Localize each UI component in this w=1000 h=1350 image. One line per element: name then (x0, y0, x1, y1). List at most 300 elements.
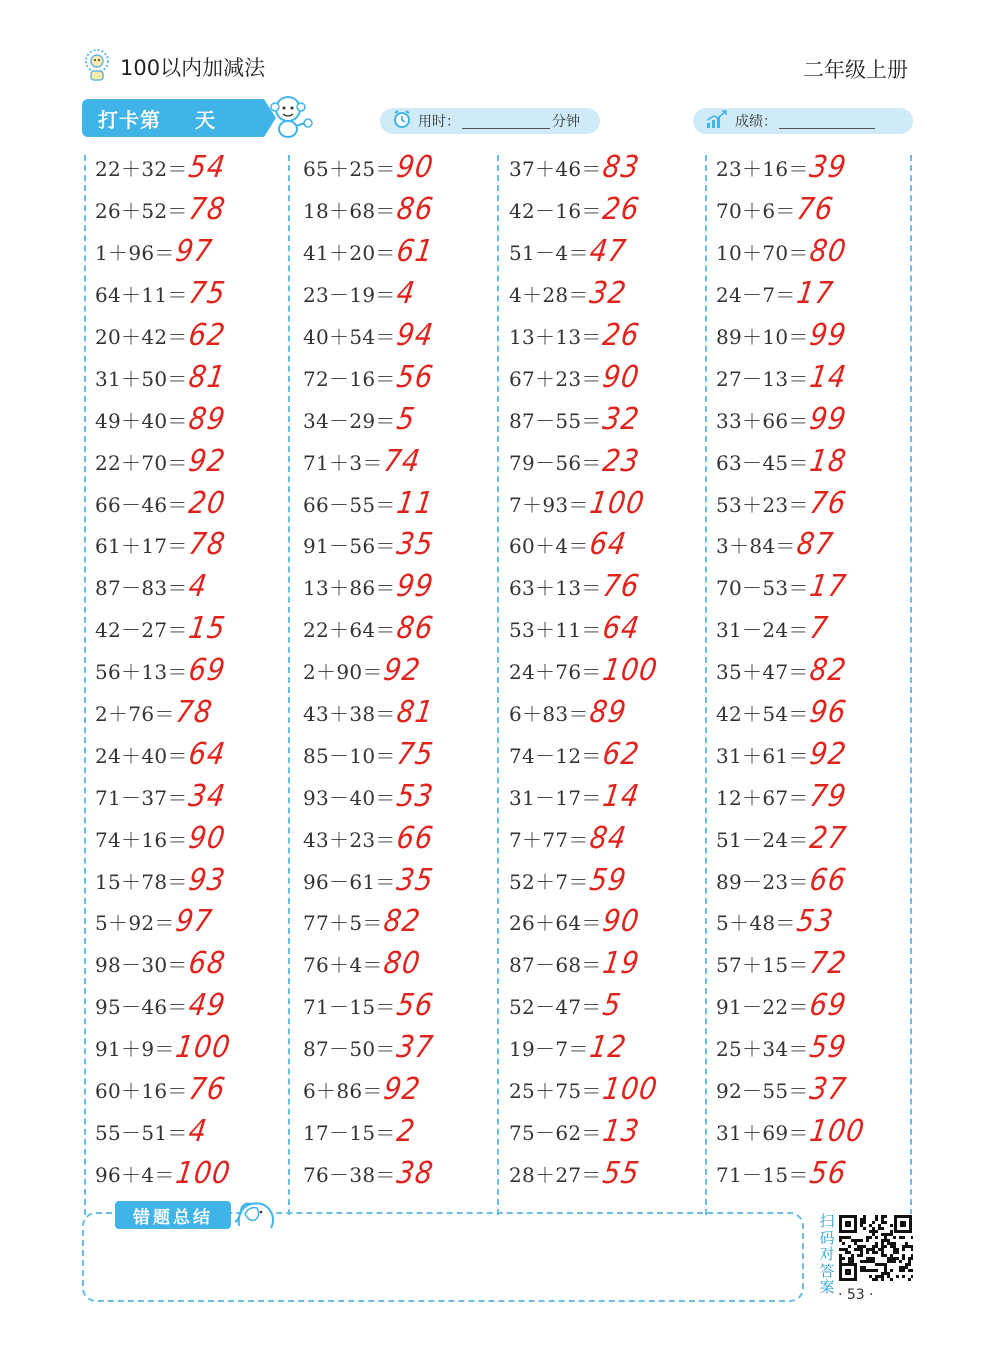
problem-equation: 24＋76＝ (509, 660, 602, 685)
problem-equation: 28＋27＝ (509, 1162, 602, 1187)
problem-row (509, 1069, 709, 1111)
handwritten-answer[interactable]: 90 (186, 820, 228, 856)
problem-row (303, 1110, 503, 1152)
handwritten-answer[interactable]: 62 (600, 737, 642, 772)
problem-equation: 3＋84＝ (716, 534, 796, 559)
problem-row (95, 901, 295, 943)
handwritten-answer[interactable]: 90 (600, 904, 642, 940)
problem-row (509, 943, 709, 985)
problem-row (303, 775, 503, 817)
handwritten-answer[interactable]: 99 (394, 569, 436, 605)
problem-equation: 71＋3＝ (303, 450, 383, 475)
problem-row (303, 524, 503, 566)
problem-equation: 43＋23＝ (303, 827, 396, 852)
problem-row (95, 692, 295, 734)
page-number: · 53 · (838, 1287, 874, 1303)
handwritten-answer[interactable]: 76 (807, 485, 849, 521)
handwritten-answer[interactable]: 78 (186, 527, 228, 563)
problem-equation: 91－56＝ (303, 534, 396, 559)
problem-row (303, 692, 503, 734)
handwritten-answer[interactable]: 59 (807, 1030, 849, 1066)
problem-equation: 19－7＝ (509, 1037, 589, 1062)
problem-row (303, 817, 503, 859)
handwritten-answer[interactable]: 89 (186, 401, 228, 437)
problem-row (716, 1069, 916, 1111)
problem-row (509, 273, 709, 315)
handwritten-answer[interactable]: 26 (600, 192, 642, 228)
problem-equation: 42－27＝ (95, 618, 188, 643)
handwritten-answer[interactable]: 26 (600, 318, 642, 353)
problem-equation: 22＋64＝ (303, 618, 396, 643)
problem-row (509, 482, 709, 524)
problem-equation: 60＋4＝ (509, 534, 589, 559)
problem-equation: 93－40＝ (303, 785, 396, 810)
problem-equation: 35＋47＝ (716, 660, 809, 685)
handwritten-answer[interactable]: 82 (381, 904, 423, 940)
problem-equation: 89＋10＝ (716, 325, 809, 349)
elephant-icon (231, 1196, 281, 1236)
problem-row (716, 524, 916, 566)
problem-row (716, 189, 916, 231)
scan-answer-text: 扫码对答案 (819, 1212, 835, 1296)
problem-row (716, 231, 916, 273)
handwritten-answer[interactable]: 20 (186, 485, 228, 521)
handwritten-answer[interactable]: 35 (394, 862, 436, 898)
handwritten-answer[interactable]: 74 (381, 443, 423, 479)
handwritten-answer[interactable]: 97 (173, 904, 215, 940)
handwritten-answer[interactable]: 86 (394, 192, 436, 228)
problem-equation: 42＋54＝ (716, 702, 809, 727)
score-field[interactable] (779, 114, 875, 129)
problem-row (509, 650, 709, 692)
problem-row (716, 943, 916, 985)
handwritten-answer[interactable]: 14 (600, 778, 642, 814)
handwritten-answer[interactable]: 11 (394, 485, 436, 521)
problem-row (303, 733, 503, 775)
handwritten-answer[interactable]: 54 (186, 150, 228, 186)
handwritten-answer[interactable]: 79 (807, 778, 849, 814)
problem-row (716, 985, 916, 1027)
handwritten-answer[interactable]: 92 (381, 653, 423, 688)
problem-equation: 96＋4＝ (95, 1162, 175, 1187)
problem-row (716, 398, 916, 440)
problem-row (509, 733, 709, 775)
handwritten-answer[interactable]: 80 (381, 946, 423, 982)
problem-row (509, 985, 709, 1027)
problem-row (509, 440, 709, 482)
handwritten-answer[interactable]: 100 (600, 1072, 660, 1107)
handwritten-answer[interactable]: 18 (807, 443, 849, 479)
problem-equation: 71－15＝ (303, 995, 396, 1020)
problem-equation: 13＋13＝ (509, 325, 602, 349)
problem-row (303, 356, 503, 398)
handwritten-answer[interactable]: 76 (794, 192, 836, 228)
handwritten-answer[interactable]: 100 (600, 653, 660, 688)
problem-row (303, 650, 503, 692)
handwritten-answer[interactable]: 27 (807, 820, 849, 856)
problem-equation: 52＋7＝ (509, 869, 589, 894)
handwritten-answer[interactable]: 15 (186, 611, 228, 647)
handwritten-answer[interactable]: 81 (394, 695, 436, 730)
problem-row (303, 189, 503, 231)
problem-equation: 87－68＝ (509, 953, 602, 978)
problem-equation: 53＋23＝ (716, 492, 809, 517)
handwritten-answer[interactable]: 92 (381, 1072, 423, 1107)
problem-equation: 5＋48＝ (716, 911, 796, 936)
problem-equation: 52－47＝ (509, 995, 602, 1020)
handwritten-answer[interactable]: 32 (600, 401, 642, 437)
problem-row (303, 985, 503, 1027)
handwritten-answer[interactable]: 19 (600, 946, 642, 982)
problem-row (95, 943, 295, 985)
problem-equation: 63＋13＝ (509, 576, 602, 601)
problem-equation: 6＋86＝ (303, 1079, 383, 1104)
problem-equation: 18＋68＝ (303, 199, 396, 224)
problem-equation: 89－23＝ (716, 869, 809, 894)
problem-equation: 63－45＝ (716, 450, 809, 475)
handwritten-answer[interactable]: 5 (600, 988, 624, 1024)
problem-equation: 91＋9＝ (95, 1037, 175, 1062)
problem-row (303, 1027, 503, 1069)
handwritten-answer[interactable]: 47 (587, 234, 629, 270)
problem-equation: 22＋32＝ (95, 157, 188, 182)
qr-code-icon[interactable] (838, 1214, 913, 1286)
handwritten-answer[interactable]: 93 (186, 862, 228, 898)
problem-row (716, 482, 916, 524)
handwritten-answer[interactable]: 34 (186, 778, 228, 814)
handwritten-answer[interactable]: 64 (587, 527, 629, 563)
problem-equation: 26＋52＝ (95, 199, 188, 224)
problem-row (95, 356, 295, 398)
problem-row (303, 273, 503, 315)
problem-row (509, 356, 709, 398)
problem-row (509, 608, 709, 650)
handwritten-answer[interactable]: 78 (173, 695, 215, 730)
problem-equation: 95－46＝ (95, 995, 188, 1020)
problem-equation: 31－24＝ (716, 618, 809, 643)
check-in-banner (82, 99, 264, 137)
problem-equation: 77＋5＝ (303, 911, 383, 936)
problem-row (716, 1027, 916, 1069)
handwritten-answer[interactable]: 69 (186, 653, 228, 688)
problem-equation: 57＋15＝ (716, 953, 809, 978)
problem-row (509, 566, 709, 608)
handwritten-answer[interactable]: 23 (600, 443, 642, 479)
problem-equation: 51－24＝ (716, 827, 809, 852)
problem-row (95, 1069, 295, 1111)
problem-equation: 5＋92＝ (95, 911, 175, 936)
handwritten-answer[interactable]: 75 (186, 276, 228, 311)
problem-row (95, 482, 295, 524)
problem-row (95, 189, 295, 231)
handwritten-answer[interactable]: 56 (807, 1155, 849, 1191)
problem-row (95, 775, 295, 817)
problem-row (95, 315, 295, 357)
handwritten-answer[interactable]: 4 (394, 276, 418, 311)
problem-row (509, 1152, 709, 1194)
problem-row (95, 1027, 295, 1069)
problem-equation: 70－53＝ (716, 576, 809, 601)
problem-row (509, 398, 709, 440)
problem-row (95, 650, 295, 692)
problem-row (716, 566, 916, 608)
problem-row (509, 817, 709, 859)
handwritten-answer[interactable]: 76 (186, 1072, 228, 1107)
handwritten-answer[interactable]: 72 (807, 946, 849, 982)
problem-row (716, 147, 916, 189)
problem-row (95, 733, 295, 775)
handwritten-answer[interactable]: 75 (394, 737, 436, 772)
problem-row (95, 566, 295, 608)
problem-row (95, 817, 295, 859)
handwritten-answer[interactable]: 55 (600, 1155, 642, 1191)
handwritten-answer[interactable]: 84 (587, 820, 629, 856)
handwritten-answer[interactable]: 56 (394, 988, 436, 1024)
handwritten-answer[interactable]: 69 (807, 988, 849, 1024)
handwritten-answer[interactable]: 32 (587, 276, 629, 311)
handwritten-answer[interactable]: 66 (394, 820, 436, 856)
problem-equation: 56＋13＝ (95, 660, 188, 685)
problem-equation: 66－46＝ (95, 492, 188, 517)
handwritten-answer[interactable]: 39 (807, 150, 849, 186)
problem-equation: 10＋70＝ (716, 241, 809, 266)
problem-equation: 51－4＝ (509, 241, 589, 266)
handwritten-answer[interactable]: 100 (173, 1030, 233, 1066)
problem-row (716, 1110, 916, 1152)
problem-equation: 92－55＝ (716, 1079, 809, 1104)
problem-column-4 (716, 147, 916, 1194)
problem-equation: 42－16＝ (509, 199, 602, 224)
handwritten-answer[interactable]: 90 (394, 150, 436, 186)
problem-equation: 61＋17＝ (95, 534, 188, 559)
handwritten-answer[interactable]: 90 (600, 360, 642, 395)
problem-row (716, 1152, 916, 1194)
grade-label: 二年级上册 (803, 58, 908, 82)
handwritten-answer[interactable]: 66 (807, 862, 849, 898)
handwritten-answer[interactable]: 53 (794, 904, 836, 940)
problem-equation: 31＋50＝ (95, 366, 188, 391)
problem-equation: 67＋23＝ (509, 366, 602, 391)
problem-column-2 (303, 147, 503, 1194)
handwritten-answer[interactable]: 13 (600, 1114, 642, 1149)
handwritten-answer[interactable]: 96 (807, 695, 849, 730)
problem-row (716, 273, 916, 315)
banner-day-suffix: 天 (195, 107, 216, 132)
handwritten-answer[interactable]: 49 (186, 988, 228, 1024)
monkey-icon (262, 93, 316, 143)
handwritten-answer[interactable]: 87 (794, 527, 836, 563)
problem-equation: 49＋40＝ (95, 408, 188, 433)
handwritten-answer[interactable]: 83 (600, 150, 642, 186)
handwritten-answer[interactable]: 17 (794, 276, 836, 311)
handwritten-answer[interactable]: 68 (186, 946, 228, 982)
handwritten-answer[interactable]: 53 (394, 778, 436, 814)
handwritten-answer[interactable]: 35 (394, 527, 436, 563)
problem-row (95, 273, 295, 315)
handwritten-answer[interactable]: 86 (394, 611, 436, 647)
problem-row (95, 440, 295, 482)
handwritten-answer[interactable]: 64 (600, 611, 642, 647)
problem-equation: 2＋76＝ (95, 702, 175, 727)
problem-equation: 96－61＝ (303, 869, 396, 894)
problem-equation: 24－7＝ (716, 283, 796, 308)
problem-equation: 31－17＝ (509, 785, 602, 810)
problem-row (95, 1152, 295, 1194)
problem-equation: 15＋78＝ (95, 869, 188, 894)
problem-row (303, 440, 503, 482)
problem-row (95, 1110, 295, 1152)
problem-equation: 23＋16＝ (716, 157, 809, 182)
handwritten-answer[interactable]: 17 (807, 569, 849, 605)
handwritten-answer[interactable]: 37 (394, 1030, 436, 1066)
problem-equation: 6＋83＝ (509, 702, 589, 727)
problem-equation: 41＋20＝ (303, 241, 396, 266)
problem-equation: 20＋42＝ (95, 325, 188, 349)
problem-row (716, 817, 916, 859)
score-label: 成绩： (735, 114, 777, 130)
problem-column-3 (509, 147, 709, 1194)
handwritten-answer[interactable]: 82 (807, 653, 849, 688)
problem-row (95, 859, 295, 901)
problem-row (716, 775, 916, 817)
problem-row (716, 733, 916, 775)
problem-row (303, 231, 503, 273)
problem-equation: 26＋64＝ (509, 911, 602, 936)
problem-row (303, 901, 503, 943)
handwritten-answer[interactable]: 100 (587, 485, 647, 521)
problem-equation: 23－19＝ (303, 283, 396, 308)
problem-equation: 4＋28＝ (509, 283, 589, 308)
problem-equation: 87－50＝ (303, 1037, 396, 1062)
problem-equation: 22＋70＝ (95, 450, 188, 475)
chart-icon (705, 109, 729, 133)
handwritten-answer[interactable]: 62 (186, 318, 228, 353)
problem-row (303, 943, 503, 985)
handwritten-answer[interactable]: 100 (807, 1114, 867, 1149)
problem-equation: 75－62＝ (509, 1120, 602, 1145)
problem-equation: 43＋38＝ (303, 702, 396, 727)
problem-row (303, 1152, 503, 1194)
problem-equation: 31＋61＝ (716, 743, 809, 768)
handwritten-answer[interactable]: 56 (394, 360, 436, 395)
handwritten-answer[interactable]: 78 (186, 192, 228, 228)
problem-row (716, 356, 916, 398)
problem-equation: 25＋34＝ (716, 1037, 809, 1062)
time-label: 用时： (418, 114, 460, 130)
problem-row (509, 315, 709, 357)
problem-row (716, 859, 916, 901)
handwritten-answer[interactable]: 38 (394, 1155, 436, 1191)
banner-day-prefix: 打卡第 (98, 107, 161, 132)
alarm-clock-icon (392, 109, 412, 133)
time-unit: 分钟 (552, 114, 580, 130)
problem-equation: 13＋86＝ (303, 576, 396, 601)
handwritten-answer[interactable]: 2 (394, 1114, 418, 1149)
problem-equation: 76－38＝ (303, 1162, 396, 1187)
problem-row (95, 524, 295, 566)
problem-equation: 71－15＝ (716, 1162, 809, 1187)
problem-row (303, 859, 503, 901)
problem-row (509, 901, 709, 943)
problem-equation: 24＋40＝ (95, 743, 188, 768)
handwritten-answer[interactable]: 12 (587, 1030, 629, 1066)
problem-equation: 55－51＝ (95, 1120, 188, 1145)
problem-equation: 7＋77＝ (509, 827, 589, 852)
problem-equation: 66－55＝ (303, 492, 396, 517)
handwritten-answer[interactable]: 80 (807, 234, 849, 270)
handwritten-answer[interactable]: 7 (807, 611, 831, 647)
problem-equation: 40＋54＝ (303, 325, 396, 349)
problem-equation: 25＋75＝ (509, 1079, 602, 1104)
problem-equation: 34－29＝ (303, 408, 396, 433)
problem-equation: 2＋90＝ (303, 660, 383, 685)
problem-row (303, 147, 503, 189)
problem-row (716, 440, 916, 482)
handwritten-answer[interactable]: 64 (186, 737, 228, 772)
problem-row (303, 482, 503, 524)
problem-equation: 37＋46＝ (509, 157, 602, 182)
handwritten-answer[interactable]: 14 (807, 360, 849, 395)
handwritten-answer[interactable]: 100 (173, 1155, 233, 1191)
score-pill (693, 108, 913, 134)
problem-row (509, 775, 709, 817)
problem-equation: 64＋11＝ (95, 283, 188, 308)
handwritten-answer[interactable]: 89 (587, 695, 629, 730)
problem-row (303, 566, 503, 608)
problem-row (716, 692, 916, 734)
handwritten-answer[interactable]: 99 (807, 401, 849, 437)
handwritten-answer[interactable]: 76 (600, 569, 642, 605)
time-field[interactable] (462, 114, 550, 129)
problem-row (95, 398, 295, 440)
handwritten-answer[interactable]: 99 (807, 318, 849, 353)
problem-equation: 12＋67＝ (716, 785, 809, 810)
handwritten-answer[interactable]: 5 (394, 401, 418, 437)
problem-row (716, 650, 916, 692)
handwritten-answer[interactable]: 4 (186, 1114, 210, 1149)
problem-row (303, 1069, 503, 1111)
handwritten-answer[interactable]: 92 (186, 443, 228, 479)
problem-equation: 27－13＝ (716, 366, 809, 391)
problem-row (509, 859, 709, 901)
problem-row (716, 608, 916, 650)
problem-equation: 91－22＝ (716, 995, 809, 1020)
problem-row (509, 231, 709, 273)
problem-equation: 74＋16＝ (95, 827, 188, 852)
problem-row (509, 1027, 709, 1069)
problem-row (303, 608, 503, 650)
handwritten-answer[interactable]: 61 (394, 234, 436, 270)
handwritten-answer[interactable]: 97 (173, 234, 215, 270)
handwritten-answer[interactable]: 4 (186, 569, 210, 605)
problem-row (509, 692, 709, 734)
problem-row (509, 1110, 709, 1152)
problem-equation: 71－37＝ (95, 785, 188, 810)
handwritten-answer[interactable]: 92 (807, 737, 849, 772)
handwritten-answer[interactable]: 37 (807, 1072, 849, 1107)
lion-logo-icon (82, 48, 112, 86)
handwritten-answer[interactable]: 94 (394, 318, 436, 353)
problem-row (303, 315, 503, 357)
problem-row (303, 398, 503, 440)
time-pill (380, 108, 600, 134)
handwritten-answer[interactable]: 81 (186, 360, 228, 395)
problem-equation: 72－16＝ (303, 366, 396, 391)
problem-equation: 74－12＝ (509, 743, 602, 768)
problem-equation: 65＋25＝ (303, 157, 396, 182)
problem-equation: 76＋4＝ (303, 953, 383, 978)
handwritten-answer[interactable]: 59 (587, 862, 629, 898)
